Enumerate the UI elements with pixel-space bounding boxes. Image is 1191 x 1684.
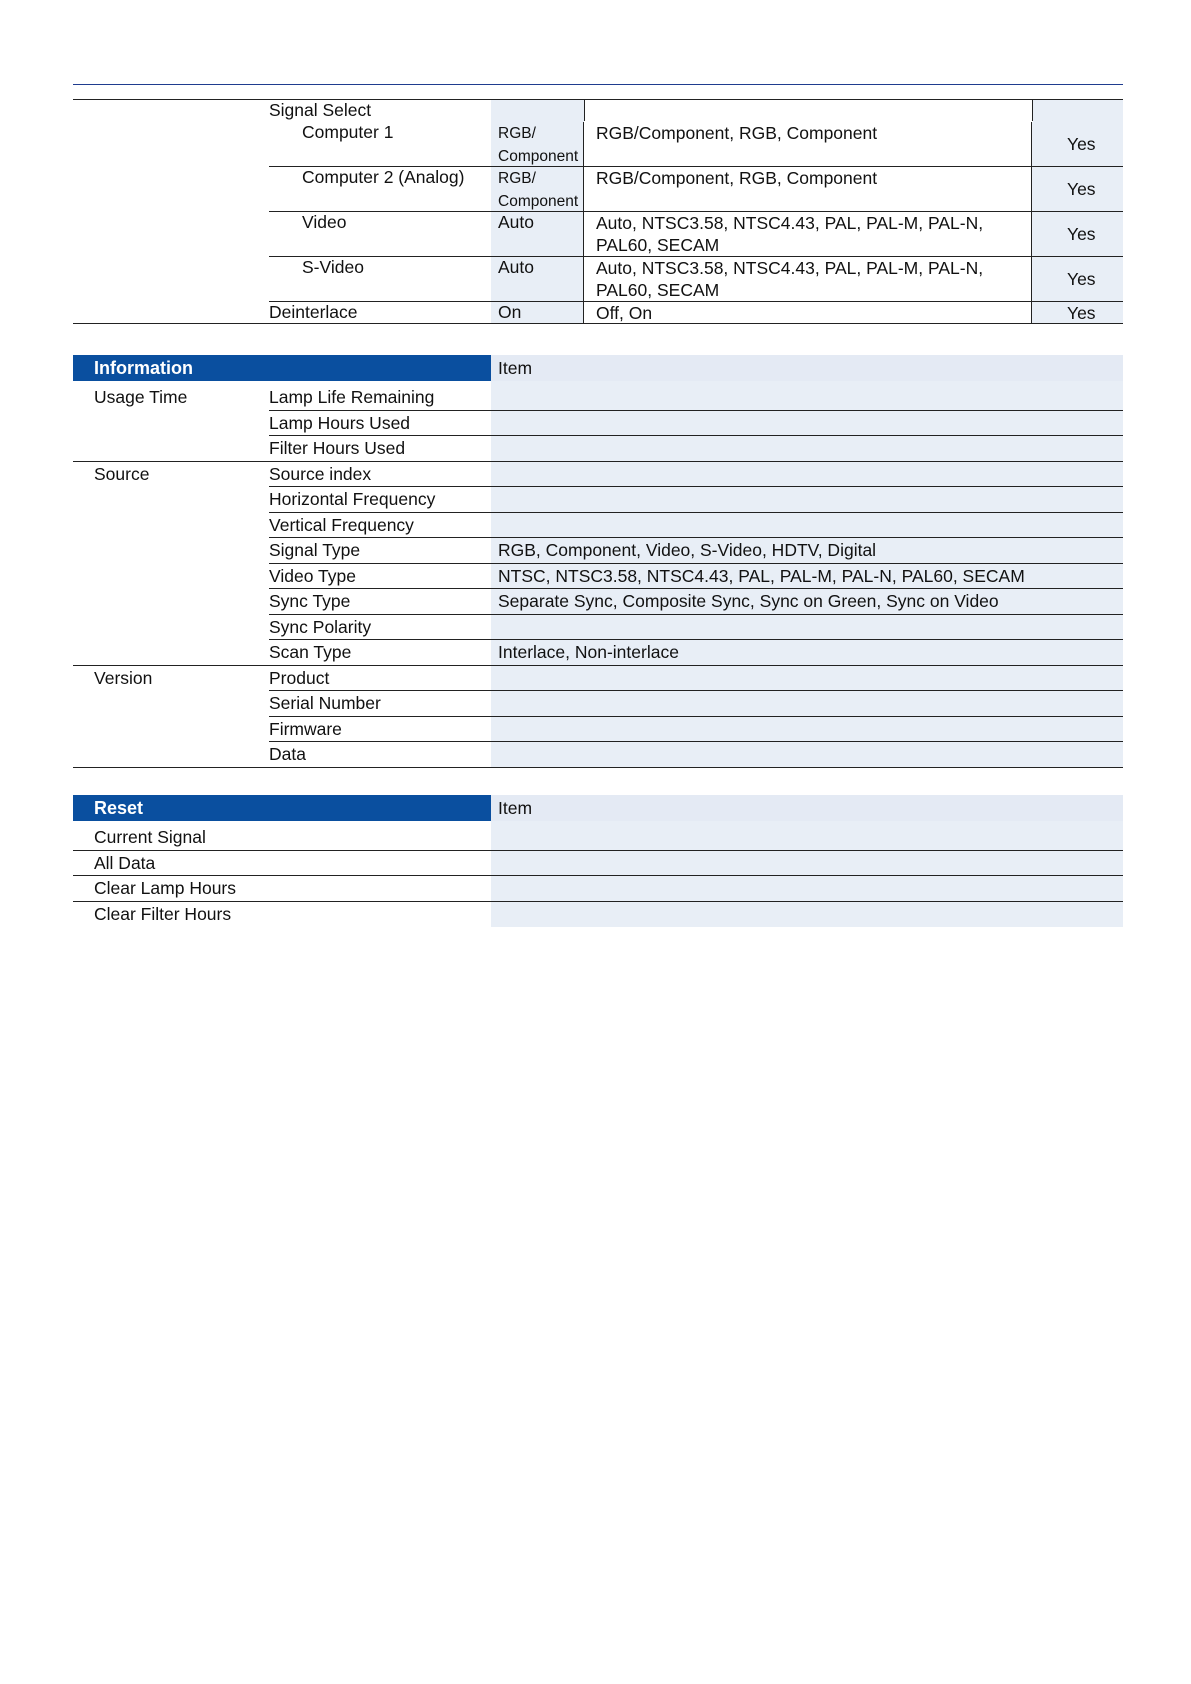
group-label	[73, 487, 269, 513]
reset-item-label: Clear Lamp Hours	[73, 876, 491, 902]
table-row	[73, 825, 1123, 851]
reset-item-label: All Data	[73, 851, 491, 877]
options-value: RGB/Component, RGB, Component	[584, 167, 1032, 212]
column-divider	[584, 99, 585, 121]
item-value	[491, 851, 1123, 877]
blank-cell	[73, 302, 269, 324]
item-value	[491, 462, 1123, 488]
item-label: Lamp Hours Used	[269, 411, 491, 437]
item-value	[491, 666, 1123, 692]
blank-cell	[73, 122, 269, 167]
options-value: Off, On	[584, 302, 1032, 324]
table-row	[73, 538, 1123, 564]
setting-name: Computer 1	[269, 122, 491, 167]
item-value	[491, 436, 1123, 462]
group-label: Source	[94, 463, 150, 484]
item-value: RGB, Component, Video, S-Video, HDTV, Digital	[491, 538, 1123, 564]
item-label: Video Type	[269, 564, 491, 590]
item-label: Sync Polarity	[269, 615, 491, 641]
group-label	[73, 691, 269, 717]
reset-table	[73, 795, 1123, 927]
item-value	[491, 615, 1123, 641]
item-label: Sync Type	[269, 589, 491, 615]
item-value	[491, 902, 1123, 928]
item-value	[491, 876, 1123, 902]
blank-cell	[73, 212, 269, 257]
options-value: Auto, NTSC3.58, NTSC4.43, PAL, PAL-M, PAL-N, PAL60, SECAM	[584, 257, 1032, 302]
item-value	[491, 385, 1123, 411]
reset-item-label: Clear Filter Hours	[94, 903, 232, 924]
yes-value: Yes	[1032, 122, 1123, 167]
table-row	[73, 640, 1123, 666]
reset-header	[73, 795, 1123, 821]
signal-select-table	[73, 99, 1123, 324]
table-row	[73, 742, 1123, 768]
setting-name: S-Video	[269, 257, 491, 302]
group-label	[73, 436, 269, 462]
item-label: Product	[269, 666, 491, 692]
reset-title: Reset	[73, 795, 491, 821]
default-value: On	[491, 302, 584, 324]
item-label: Scan Type	[269, 640, 491, 666]
yes-value: Yes	[1032, 212, 1123, 257]
yes-value: Yes	[1032, 302, 1123, 324]
yes-value: Yes	[1032, 167, 1123, 212]
table-row	[73, 666, 1123, 692]
item-value	[491, 513, 1123, 539]
column-divider	[1032, 99, 1033, 121]
options-value: RGB/Component, RGB, Component	[584, 122, 1032, 167]
item-label: Filter Hours Used	[269, 436, 491, 462]
setting-name: Computer 2 (Analog)	[269, 167, 491, 212]
item-header: Item	[491, 795, 1123, 821]
group-label	[73, 513, 269, 539]
table-row	[73, 589, 1123, 615]
default-column-shade	[491, 100, 584, 122]
group-label	[73, 640, 269, 666]
default-value: RGB/ Component	[491, 167, 584, 212]
table-row	[73, 122, 1123, 167]
table-bottom-rule	[73, 323, 269, 324]
table-row	[73, 902, 1123, 928]
table-row	[73, 717, 1123, 743]
item-value	[491, 411, 1123, 437]
setting-name: Deinterlace	[269, 302, 491, 324]
item-value: NTSC, NTSC3.58, NTSC4.43, PAL, PAL-M, PAL-N, PAL60, SECAM	[491, 564, 1123, 590]
table-row	[73, 691, 1123, 717]
group-label	[73, 411, 269, 437]
group-label	[73, 538, 269, 564]
table-row	[73, 167, 1123, 212]
table-row	[73, 302, 1123, 324]
header-rule	[73, 84, 1123, 85]
blank-cell	[73, 257, 269, 302]
signal-select-label: Signal Select	[269, 100, 372, 120]
information-table	[73, 355, 1123, 768]
item-value	[491, 691, 1123, 717]
item-label: Firmware	[269, 717, 491, 743]
table-row	[73, 513, 1123, 539]
group-label	[73, 564, 269, 590]
item-label: Serial Number	[269, 691, 491, 717]
item-label: Horizontal Frequency	[269, 487, 491, 513]
item-label: Signal Type	[269, 538, 491, 564]
item-header: Item	[491, 355, 1123, 381]
item-value	[491, 742, 1123, 768]
item-value	[491, 717, 1123, 743]
blank-cell	[73, 167, 269, 212]
table-row	[73, 487, 1123, 513]
default-value: RGB/ Component	[491, 122, 584, 167]
item-label: Vertical Frequency	[269, 513, 491, 539]
item-value: Interlace, Non-interlace	[491, 640, 1123, 666]
table-row	[73, 615, 1123, 641]
options-value: Auto, NTSC3.58, NTSC4.43, PAL, PAL-M, PAL-N, PAL60, SECAM	[584, 212, 1032, 257]
group-label: Version	[94, 667, 153, 688]
item-label: Source index	[269, 462, 491, 488]
table-row	[73, 564, 1123, 590]
default-value: Auto	[491, 212, 584, 257]
information-header	[73, 355, 1123, 381]
table-row	[73, 462, 1123, 488]
table-row	[73, 212, 1123, 257]
item-value	[491, 487, 1123, 513]
setting-name: Video	[269, 212, 491, 257]
group-label	[73, 589, 269, 615]
yes-column-shade	[1033, 100, 1123, 122]
table-row	[73, 436, 1123, 462]
table-row	[73, 385, 1123, 411]
signal-select-header-row	[73, 100, 1123, 122]
table-row	[73, 876, 1123, 902]
item-label: Lamp Life Remaining	[269, 385, 491, 411]
table-row	[73, 851, 1123, 877]
group-label	[73, 615, 269, 641]
group-label: Usage Time	[94, 387, 188, 407]
group-label	[73, 717, 269, 743]
item-value	[491, 825, 1123, 851]
group-label	[73, 742, 269, 768]
reset-item-label: Current Signal	[73, 825, 491, 851]
item-value: Separate Sync, Composite Sync, Sync on Green, Sync on Video	[491, 589, 1123, 615]
default-value: Auto	[491, 257, 584, 302]
information-title: Information	[73, 355, 491, 381]
item-label: Data	[269, 742, 491, 768]
table-row	[73, 411, 1123, 437]
yes-value: Yes	[1032, 257, 1123, 302]
table-row	[73, 257, 1123, 302]
